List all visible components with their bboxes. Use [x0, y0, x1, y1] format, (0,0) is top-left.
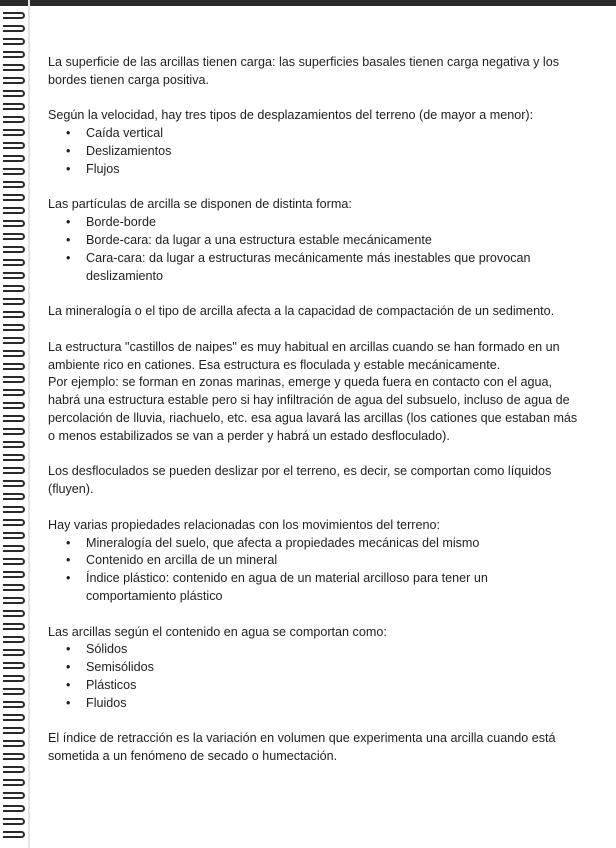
list-particulas — [48, 214, 578, 285]
binding-ring — [3, 441, 25, 448]
list-item: • Caída vertical — [86, 125, 578, 143]
binding-ring — [3, 207, 25, 214]
binding-ring — [3, 298, 25, 305]
list-item: • Deslizamientos — [86, 143, 578, 161]
binding-ring — [3, 350, 25, 357]
binding-ring — [3, 90, 25, 97]
paragraph-disposicion-particulas: Las partículas de arcilla se disponen de distinta forma: — [48, 197, 352, 212]
binding-ring — [3, 116, 25, 123]
binding-ring — [3, 311, 25, 318]
binding-ring — [3, 558, 25, 565]
binding-ring — [3, 766, 25, 773]
paragraph-tipos-desplazamiento: Según la velocidad, hay tres tipos de desplazamientos del terreno (de mayor a menor): — [48, 108, 534, 123]
binding-ring — [3, 714, 25, 721]
binding-ring — [3, 779, 25, 786]
binding-ring — [3, 688, 25, 695]
binding-ring — [3, 402, 25, 409]
paragraph-mineralogia: La mineralogía o el tipo de arcilla afecta a la capacidad de compactación de un sedimento. — [48, 304, 555, 319]
binding-ring — [3, 545, 25, 552]
binding-ring — [3, 129, 25, 136]
binding-ring — [3, 675, 25, 682]
document-body — [48, 54, 578, 766]
binding-ring — [3, 454, 25, 461]
binding-ring — [3, 480, 25, 487]
list-item: • Fluidos — [86, 695, 578, 713]
binding-ring — [3, 740, 25, 747]
binding-ring — [3, 233, 25, 240]
binding-ring — [3, 363, 25, 370]
binding-ring — [3, 701, 25, 708]
binding-ring — [3, 51, 25, 58]
binding-ring — [3, 597, 25, 604]
paragraph-propiedades: Hay varias propiedades relacionadas con los movimientos del terreno: — [48, 517, 441, 532]
list-item: • Mineralogía del suelo, que afecta a propiedades mecánicas del mismo — [86, 535, 578, 553]
binding-ring — [3, 64, 25, 71]
binding-ring — [3, 181, 25, 188]
binding-ring — [3, 649, 25, 656]
binding-ring — [3, 259, 25, 266]
binding-ring — [3, 506, 25, 513]
binding-ring — [3, 831, 25, 838]
list-desplazamientos — [48, 125, 578, 178]
binding-ring — [3, 415, 25, 422]
list-item: • Cara-cara: da lugar a estructuras mecánicamente más inestables que provocan deslizamiento — [86, 250, 578, 286]
list-item: • Flujos — [86, 161, 578, 179]
paragraph-desfloculados: Los desfloculados se pueden deslizar por el terreno, es decir, se comportan como líquidos (fluyen). — [48, 464, 552, 497]
binding-ring — [3, 77, 25, 84]
binding-ring — [3, 389, 25, 396]
binding-ring — [3, 142, 25, 149]
paragraph-indice-retraccion: El índice de retracción es la variación en volumen que experimenta una arcilla cuando está sometida a un fenómeno de secado o humectación. — [48, 731, 556, 764]
binding-ring — [3, 662, 25, 669]
binding-ring — [3, 272, 25, 279]
binding-ring — [3, 610, 25, 617]
binding-ring — [3, 376, 25, 383]
binding-ring — [3, 38, 25, 45]
list-item: • Borde-cara: da lugar a una estructura estable mecánicamente — [86, 232, 578, 250]
binding-ring — [3, 25, 25, 32]
list-propiedades — [48, 535, 578, 606]
list-item: • Contenido en arcilla de un mineral — [86, 552, 578, 570]
binding-ring — [3, 168, 25, 175]
paragraph-castillos-naipes: La estructura "castillos de naipes" es muy habitual en arcillas cuando se han formado en un ambiente rico en cationes. Esa estructura es floculada y estable mecánicamente. — [48, 339, 560, 372]
binding-ring — [3, 805, 25, 812]
binding-ring — [3, 792, 25, 799]
binding-ring — [3, 623, 25, 630]
binding-ring — [3, 727, 25, 734]
binding-ring — [3, 12, 25, 19]
binding-ring — [3, 246, 25, 253]
binding-ring — [3, 103, 25, 110]
binding-ring — [3, 818, 25, 825]
paragraph-ejemplo: Por ejemplo: se forman en zonas marinas, emerge y queda fuera en contacto con el agua, habrá una estructura estable pero si hay infiltración de agua del subsuelo, incluso de agua de percolación de lluvia, riachuelo, etc. esa agua lavará las arcillas (los cationes que estaban más o menos estabilizados se van a perder y habrá un estado desfloculado). — [48, 375, 578, 443]
binding-ring — [3, 220, 25, 227]
binding-ring — [3, 493, 25, 500]
binding-ring — [3, 467, 25, 474]
paragraph-estados-agua: Las arcillas según el contenido en agua se comportan como: — [48, 624, 387, 639]
binding-ring — [3, 194, 25, 201]
binding-ring — [3, 428, 25, 435]
binding-ring — [3, 532, 25, 539]
list-estados — [48, 641, 578, 712]
paragraph-carga-superficie: La superficie de las arcillas tienen carga: las superficies basales tienen carga negativa y los bordes tienen carga positiva. — [48, 55, 560, 87]
binding-ring — [3, 285, 25, 292]
list-item: • Semisólidos — [86, 659, 578, 677]
list-item: • Sólidos — [86, 641, 578, 659]
binding-ring — [3, 155, 25, 162]
binding-ring — [3, 584, 25, 591]
binding-ring — [3, 636, 25, 643]
list-item: • Plásticos — [86, 677, 578, 695]
binding-ring — [3, 519, 25, 526]
list-item: • Borde-borde — [86, 214, 578, 232]
spiral-binding — [0, 8, 30, 848]
binding-ring — [3, 571, 25, 578]
binding-ring — [3, 753, 25, 760]
list-item: • Índice plástico: contenido en agua de un material arcilloso para tener un comportamiento plástico — [86, 570, 578, 606]
binding-ring — [3, 324, 25, 331]
scan-top-edge — [0, 0, 616, 6]
binding-ring — [3, 337, 25, 344]
